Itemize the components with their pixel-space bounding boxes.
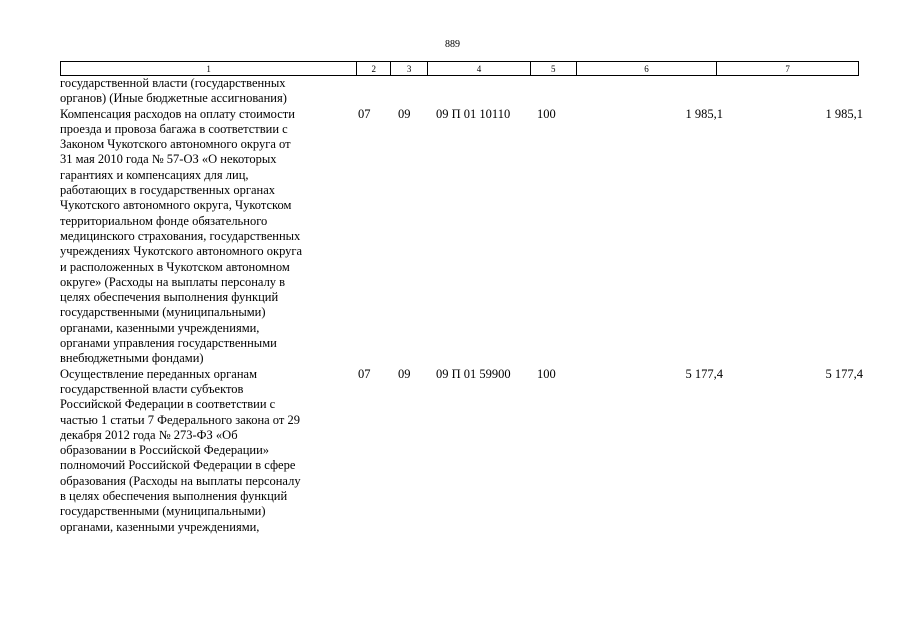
row-target-article: 09 П 01 10110 [436, 106, 511, 121]
row-expense-type: 100 [537, 106, 556, 121]
header-col-1: 1 [61, 62, 357, 75]
table-body [0, 76, 905, 535]
header-col-7: 7 [785, 63, 790, 74]
row-amount-col6: 1 985,1 [685, 106, 723, 121]
header-col-6: 6 [577, 62, 718, 75]
row-expense-type: 100 [537, 366, 556, 381]
row-description: Компенсация расходов на оплату стоимости проезда и провоза багажа в соответствии с Законом Чукотского автономного округа от 31 мая 2010 года № 57-ОЗ «О некоторых гарантиях и компенсациях для лиц, работающих в государственных органах Чукотского автономного округа, Чукотском территориальном фонде обязательного медицинского страхования, государственных учреждениях Чукотского автономного округа и расположенных в Чукотском автономном округе» (Расходы на выплаты персоналу в целях обеспечения выполнения функций государственными (муниципальными) органами, казенными учреждениями, органами управления государственными внебюджетными фондами) [60, 106, 303, 366]
row-subsection-code: 09 [398, 366, 411, 381]
table-row [0, 367, 905, 535]
table-row [0, 76, 905, 107]
table-header-row [60, 61, 859, 76]
row-amount-col7: 5 177,4 [825, 366, 863, 381]
table-row [0, 107, 905, 367]
row-target-article: 09 П 01 59900 [436, 366, 511, 381]
row-section-code: 07 [358, 366, 371, 381]
row-section-code: 07 [358, 106, 371, 121]
row-description: государственной власти (государственных органов) (Иные бюджетные ассигнования) [60, 76, 287, 106]
header-col-2: 2 [357, 62, 391, 75]
row-subsection-code: 09 [398, 106, 411, 121]
row-amount-col7: 1 985,1 [825, 106, 863, 121]
header-col-5: 5 [531, 62, 577, 75]
row-description: Осуществление переданных органам государственной власти субъектов Российской Федерации в соответствии с частью 1 статьи 7 Федерального закона от 29 декабря 2012 года № 273-ФЗ «Об образовании в Российской Федерации» полномочий Российской Федерации в сфере образования (Расходы на выплаты персоналу в целях обеспечения выполнения функций государственными (муниципальными) органами, казенными учреждениями, [60, 366, 301, 534]
row-amount-col6: 5 177,4 [685, 366, 723, 381]
header-col-4: 4 [428, 62, 531, 75]
page-number: 889 [445, 39, 460, 50]
header-col-3: 3 [391, 62, 428, 75]
